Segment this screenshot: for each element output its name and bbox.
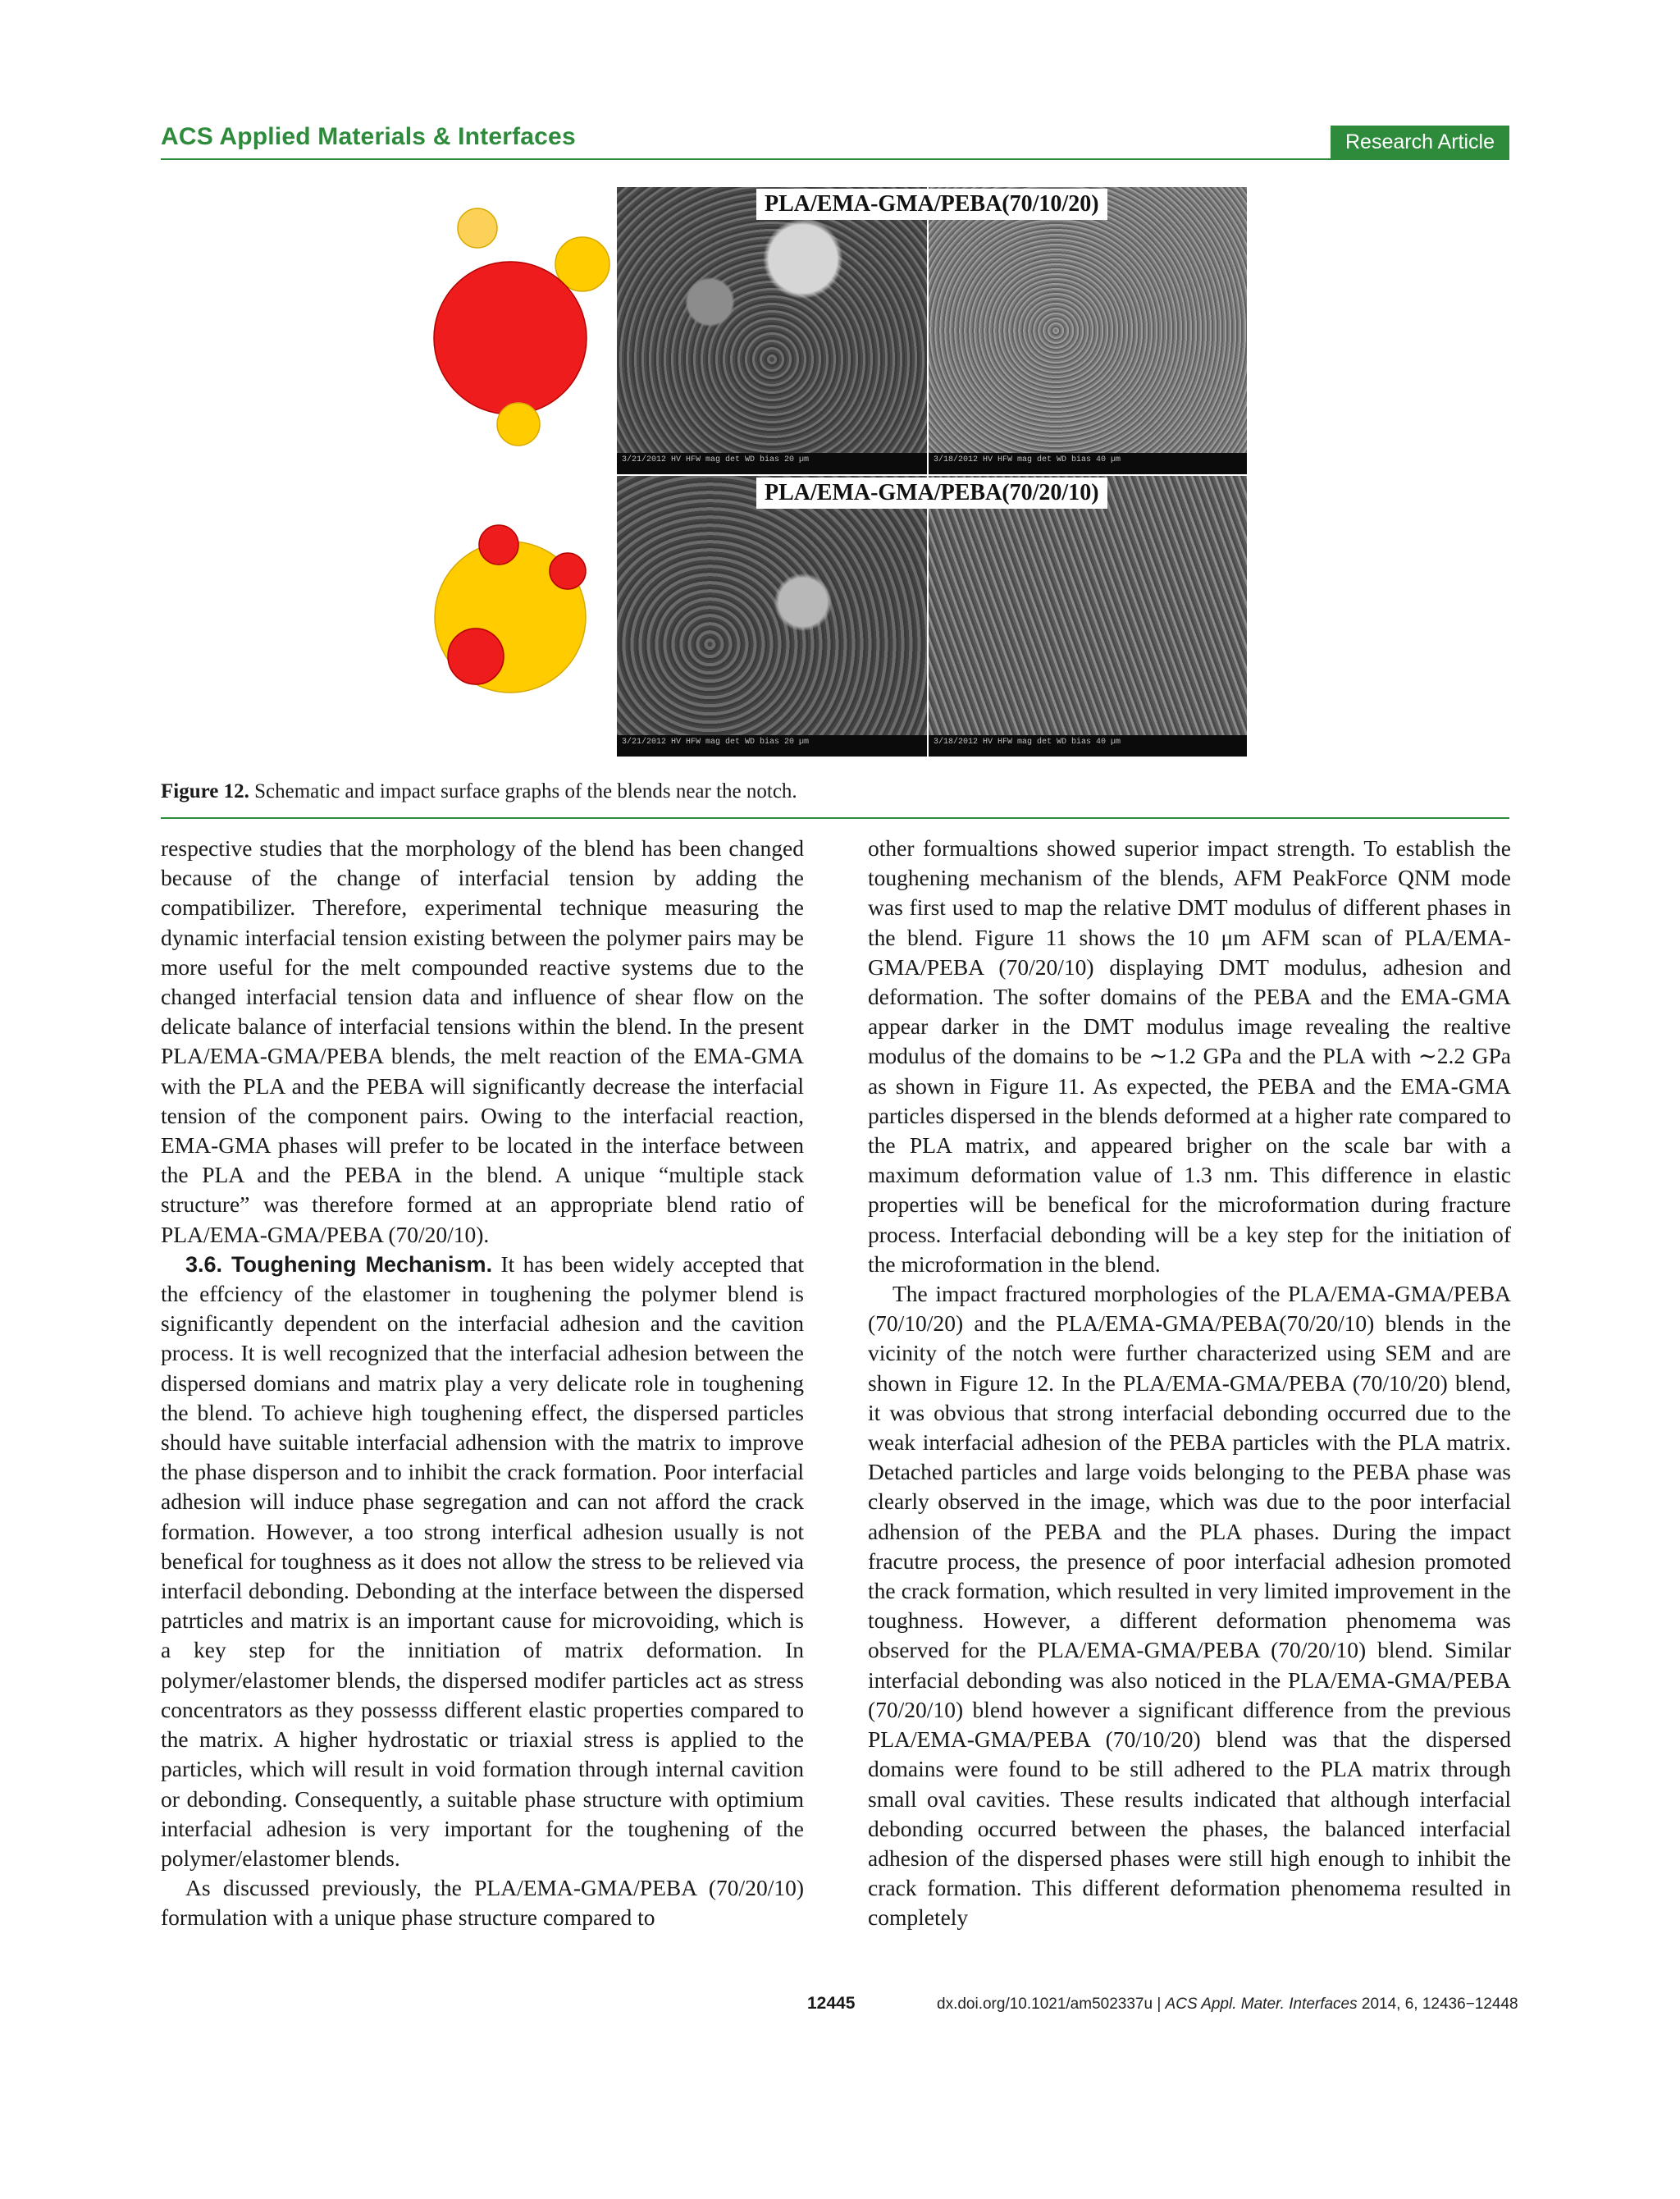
article-type-badge: Research Article [1331,126,1509,158]
page-number: 12445 [807,1994,856,2013]
sem-image-70-20-10-right [929,476,1247,757]
sem-info-strip: 3/18/2012 HV HFW mag det WD bias 40 µm [934,738,1121,747]
citation-line: dx.doi.org/10.1021/am502337u | ACS Appl. Mater. Interfaces 2014, 6, 12436−12448 [937,1996,1518,2013]
journal-abbrev: ACS Appl. Mater. Interfaces [1165,1996,1358,2013]
schematic-yellow-bottom [497,403,540,446]
right-column [868,834,1511,1933]
doi-link[interactable]: dx.doi.org/10.1021/am502337u [937,1996,1153,2013]
paragraph-toughening [161,1250,804,1873]
sem-info-strip: 3/21/2012 HV HFW mag det WD bias 20 µm [622,455,810,464]
schematic-diagram [427,182,617,757]
sem-info-strip: 3/18/2012 HV HFW mag det WD bias 40 µm [934,455,1121,464]
section-heading: 3.6. Toughening Mechanism. [185,1251,493,1277]
sem-image-70-20-10-left [617,476,927,757]
caption-rule [161,817,1509,819]
left-column [161,834,804,1933]
paragraph: As discussed previously, the PLA/EMA-GMA/PEBA (70/20/10) formulation with a unique phase structure compared to [161,1875,804,1931]
schematic-red-top [479,525,518,565]
caption-text: Schematic and impact surface graphs of the blends near the notch. [249,780,797,802]
paragraph: The impact fractured morphologies of the PLA/EMA-GMA/PEBA (70/10/20) and the PLA/EMA-GMA/PEBA(70/20/10) blends in the vicinity of the notch were further characterized using SEM and are shown in Figure 12. In the PLA/EMA-GMA/PEBA (70/10/20) blend, it was obvious that strong interfacial debonding occurred due to the weak interfacial adhesion of the PEBA particles with the PLA matrix. Detached particles and large voids belonging to the PEBA phase was clearly observed in the image, which was due to the poor interfacial adhension of the PEBA and the PLA phases. During the impact fracutre process, the presence of poor interfacial adhesion promoted the crack formation, which resulted in very limited improvement in the toughness. However, a different deformation phenomema was observed for the PLA/EMA-GMA/PEBA (70/20/10) blend. Similar interfacial debonding was also noticed in the PLA/EMA-GMA/PEBA (70/20/10) blend however a significant difference from the previous PLA/EMA-GMA/PEBA (70/10/20) blend was that the dispersed domains were found to be still adhered to the PLA matrix through small oval cavities. These results indicated that although interfacial debonding occurred between the phases, the balanced interfacial adhesion of the dispersed phases were still high enough to inhibit the crack formation. This different deformation phenomema resulted in completely [868,1281,1511,1931]
sem-info-strip: 3/21/2012 HV HFW mag det WD bias 20 µm [622,738,810,747]
figure-caption [161,780,797,803]
paragraph-text: It has been widely accepted that the effciency of the elastomer in toughening the polymer blend is significantly dependent on the interfacial adhesion and the cavition process. It is well recognized that the interfacial adhesion between the dispersed domians and matrix play a very delicate role in toughening the blend. To achieve high toughening effect, the dispersed particles should have suitable interfacial adhension with the matrix to improve the phase disperson and to inhibit the crack formation. Poor interfacial adhesion will induce phase segregation and can not afford the crack formation. However, a too strong interfical adhesion usually is not benefical for toughness as it does not allow the stress to be relieved via interfacil debonding. Debonding at the interface between the dispersed patrticles and matrix is an important cause for microvoiding, which is a key step for the innitiation of matrix deformation. In polymer/elastomer blends, the dispersed modifer particles act as stress concentrators as they possesss different elastic properties compared to the matrix. A higher hydrostatic or triaxial stress is applied to the particles, which will result in void formation through internal cavition or debonding. Consequently, a suitable phase structure with optimium interfacial adhesion is very important for the toughening of the polymer/elastomer blends. [161,1250,805,1871]
figure-12 [427,182,1247,757]
sem-image-70-10-20-left [617,187,927,474]
journal-title: ACS Applied Materials & Interfaces [161,123,576,150]
schematic-small-yellow-top [458,208,497,248]
panel-label-bottom: PLA/EMA-GMA/PEBA(70/20/10) [756,478,1107,509]
schematic-red-right [550,553,586,589]
paragraph: other formualtions showed superior impact strength. To establish the toughening mechanism of the blends, AFM PeakForce QNM mode was first used to map the relative DMT modulus of different phases in the blend. Figure 11 shows the 10 μm AFM scan of PLA/EMA-GMA/PEBA (70/20/10) displaying DMT modulus, adhesion and deformation. The softer domains of the PEBA and the EMA-GMA appear darker in the DMT modulus image revealing the realtive modulus of the domains to be ∼1.2 GPa and the PLA with ∼2.2 GPa as shown in Figure 11. As expected, the PEBA and the EMA-GMA particles dispersed in the blends deformed at a higher rate compared to the PLA matrix, and appeared brigher on the scale bar with a maximum deformation value of 1.3 nm. This difference in elastic properties will be benefical for the microformation during fracture process. Interfacial debonding will be a key step for the initiation of the microformation in the blend. [868,835,1511,1277]
panel-label-top: PLA/EMA-GMA/PEBA(70/10/20) [756,189,1107,220]
caption-label: Figure 12. [161,780,249,802]
header-rule [161,158,1509,160]
citation-details: 2014, 6, 12436−12448 [1357,1996,1518,2013]
schematic-red-bottom [448,629,504,684]
sem-image-70-10-20-right [929,187,1247,474]
schematic-large-red [434,262,587,414]
paragraph: respective studies that the morphology of the blend has been changed because of the change of interfacial tension by adding the compatibilizer. Therefore, experimental technique measuring the dynamic interfacial tension existing between the polymer pairs may be more useful for the melt compounded reactive systems due to the changed interfacial tension data and influence of shear flow on the delicate balance of interfacial tensions within the blend. In the present PLA/EMA-GMA/PEBA blends, the melt reaction of the EMA-GMA with the PLA and the PEBA will significantly decrease the interfacial tension of the component pairs. Owing to the interfacial reaction, EMA-GMA phases will prefer to be located in the interface between the PLA and the PEBA in the blend. A unique “multiple stack structure” was therefore formed at an appropriate blend ratio of PLA/EMA-GMA/PEBA (70/20/10). [161,835,804,1247]
